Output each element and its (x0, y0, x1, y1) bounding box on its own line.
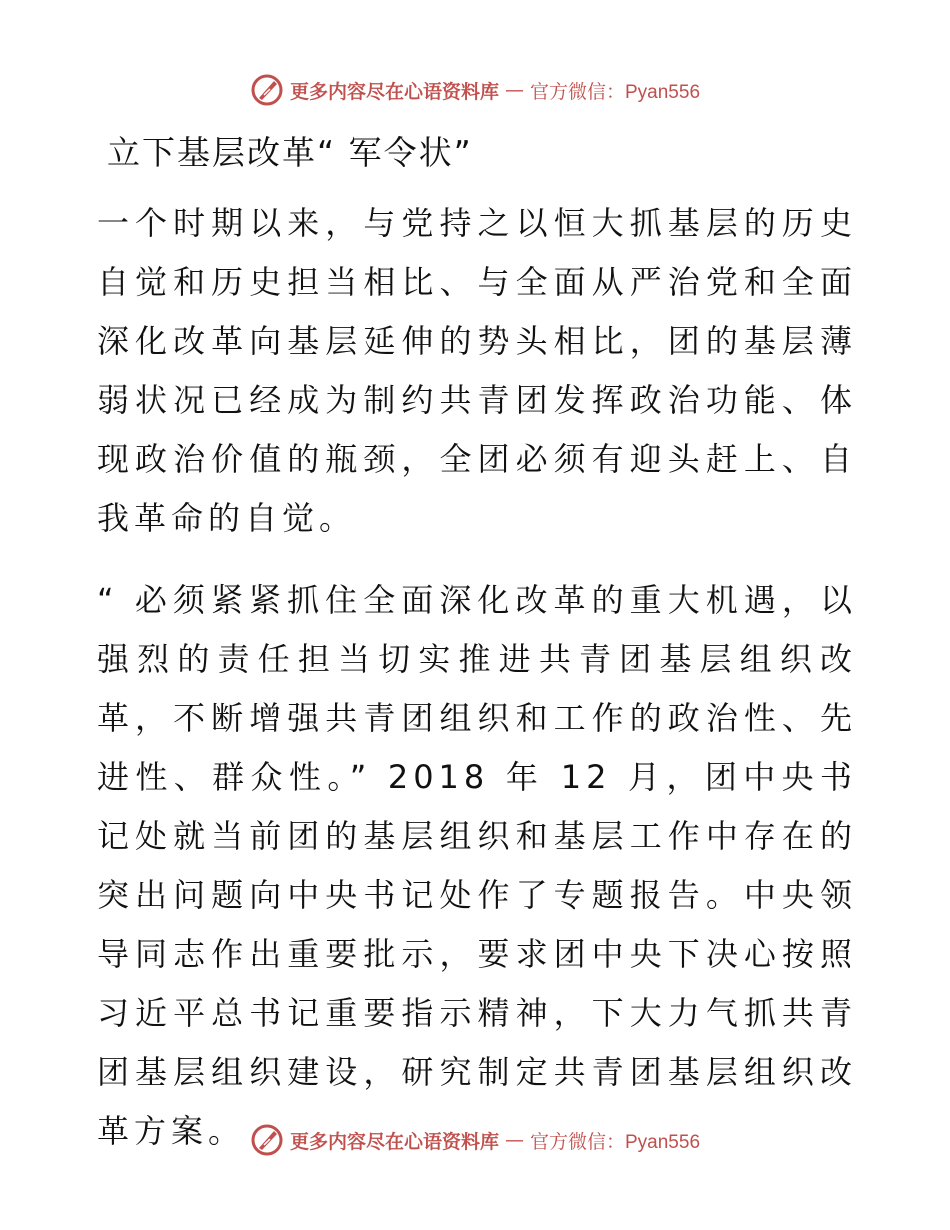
article-title: 立下基层改革“ 军令状” (107, 133, 473, 172)
paragraph-2: “ 必须紧紧抓住全面深化改革的重大机遇，以强烈的责任担当切实推进共青团基层组织改革，不断增强共青团组织和工作的政治性、先进性、群众性。” 2018 年 12 月，团中央书记处就当前团的基层组织和基层工作中存在的突出问题向中央书记处作了专题报告。中央领导同志作出重要批示，要求团中央下决心按照习近平总书记重要指示精神，下大力气抓共青团基层组织建设，研究制定共青团基层组织改革方案。 (97, 581, 857, 1150)
article-body (97, 128, 857, 1184)
feather-seal-icon (250, 1123, 284, 1157)
header-watermark-banner (0, 70, 950, 110)
paragraph-1: 一个时期以来，与党持之以恒大抓基层的历史自觉和历史担当相比、与全面从严治党和全面深化改革向基层延伸的势头相比，团的基层薄弱状况已经成为制约共青团发挥政治功能、体现政治价值的瓶颈，全团必须有迎头赶上、自我革命的自觉。 (97, 204, 857, 537)
feather-seal-icon (250, 73, 284, 107)
brand-text: 更多内容尽在心语资料库 (289, 1130, 499, 1153)
banner-separator: — (505, 1129, 524, 1151)
banner-separator: — (505, 79, 524, 101)
footer-watermark-banner (0, 1120, 950, 1160)
wechat-text: 官方微信：Pyan556 (530, 1131, 701, 1153)
wechat-text: 官方微信：Pyan556 (530, 81, 701, 103)
brand-text: 更多内容尽在心语资料库 (289, 80, 499, 103)
